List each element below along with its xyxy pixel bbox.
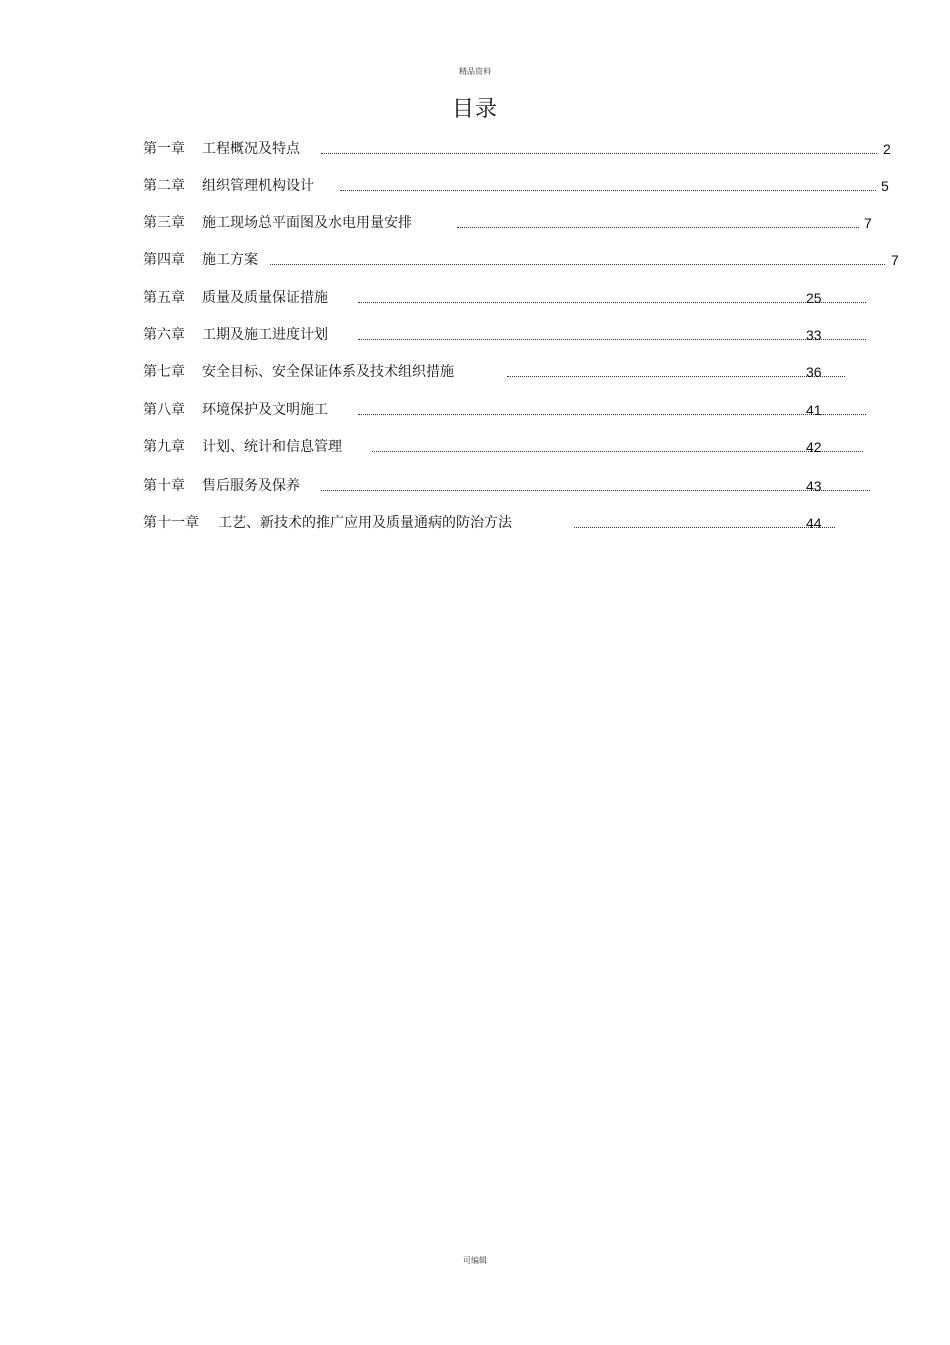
toc-page-number: 25 (806, 290, 822, 306)
toc-chapter-title: 工期及施工进度计划 (202, 327, 328, 343)
toc-page-number: 7 (891, 252, 899, 268)
toc-dot-leader (358, 336, 866, 340)
toc-chapter-title: 工艺、新技术的推广应用及质量通病的防治方法 (218, 515, 512, 531)
toc-dot-leader (321, 487, 870, 491)
toc-page-number: 42 (806, 439, 822, 455)
header-note: 精品资料 (459, 67, 491, 76)
toc-dot-leader (270, 261, 885, 265)
toc-entry[interactable] (0, 362, 950, 382)
toc-chapter-title: 施工方案 (202, 252, 258, 268)
toc-entry[interactable] (0, 213, 950, 233)
toc-chapter-number: 第七章 (143, 364, 185, 380)
toc-entry[interactable] (0, 325, 950, 345)
toc-entry[interactable] (0, 176, 950, 196)
toc-chapter-title: 安全目标、安全保证体系及技术组织措施 (202, 364, 454, 380)
toc-entry[interactable] (0, 288, 950, 308)
toc-chapter-title: 计划、统计和信息管理 (202, 439, 342, 455)
toc-title: 目录 (451, 97, 498, 122)
toc-chapter-title: 环境保护及文明施工 (202, 402, 328, 418)
toc-dot-leader (574, 524, 835, 528)
toc-dot-leader (340, 187, 876, 191)
toc-dot-leader (321, 150, 877, 154)
toc-chapter-title: 施工现场总平面图及水电用量安排 (202, 215, 412, 231)
toc-dot-leader (372, 448, 863, 452)
toc-chapter-number: 第十章 (143, 478, 185, 494)
toc-entry[interactable] (0, 513, 950, 533)
toc-dot-leader (507, 373, 845, 377)
toc-page-number: 43 (806, 478, 822, 494)
toc-chapter-number: 第五章 (143, 290, 185, 306)
toc-entry[interactable] (0, 250, 950, 270)
toc-chapter-title: 售后服务及保养 (202, 478, 300, 494)
toc-entry[interactable] (0, 139, 950, 159)
toc-page-number: 33 (806, 327, 822, 343)
toc-chapter-number: 第三章 (143, 215, 185, 231)
toc-page-number: 7 (864, 215, 872, 231)
toc-chapter-title: 组织管理机构设计 (202, 178, 314, 194)
toc-chapter-number: 第一章 (143, 141, 185, 157)
toc-entry[interactable] (0, 400, 950, 420)
toc-chapter-number: 第六章 (143, 327, 185, 343)
toc-dot-leader (358, 299, 866, 303)
toc-dot-leader (457, 224, 859, 228)
toc-chapter-number: 第四章 (143, 252, 185, 268)
toc-chapter-number: 第九章 (143, 439, 185, 455)
toc-page-number: 36 (806, 364, 822, 380)
toc-page-number: 5 (881, 178, 889, 194)
toc-entry[interactable] (0, 476, 950, 496)
toc-page-number: 2 (883, 141, 891, 157)
toc-page-number: 41 (806, 402, 822, 418)
toc-chapter-title: 质量及质量保证措施 (202, 290, 328, 306)
toc-chapter-number: 第二章 (143, 178, 185, 194)
toc-dot-leader (358, 411, 866, 415)
toc-entry[interactable] (0, 437, 950, 457)
toc-page-number: 44 (806, 515, 822, 531)
toc-chapter-number: 第十一章 (143, 515, 199, 531)
toc-chapter-number: 第八章 (143, 402, 185, 418)
toc-chapter-title: 工程概况及特点 (202, 141, 300, 157)
footer-note: 可编辑 (463, 1256, 487, 1265)
